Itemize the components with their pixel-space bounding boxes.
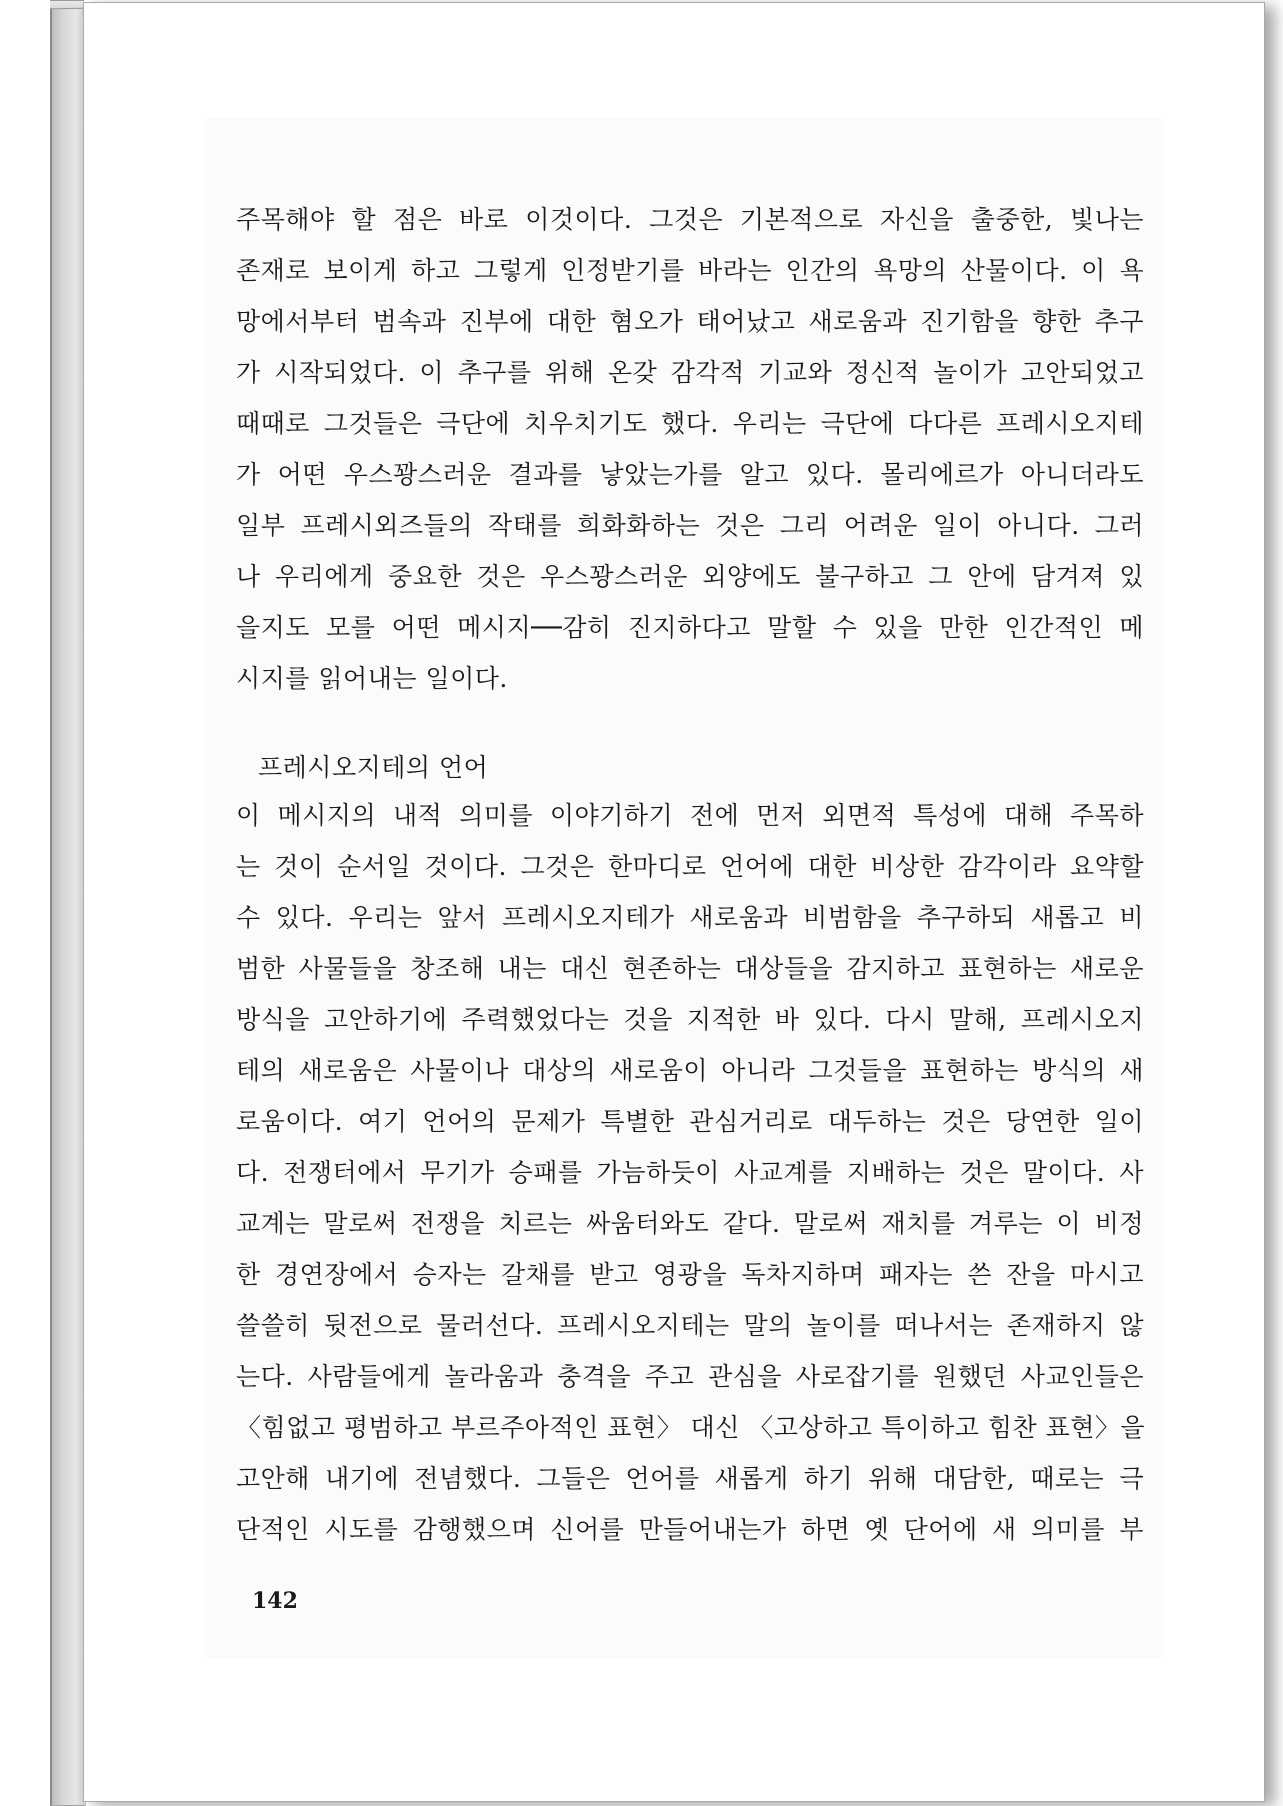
text-line: 때때로 그것들은 극단에 치우치기도 했다. 우리는 극단에 다다른 프레시오지테 bbox=[236, 409, 1144, 438]
text-line: 범한 사물들을 창조해 내는 대신 현존하는 대상들을 감지하고 표현하는 새로운 bbox=[236, 954, 1144, 983]
text-line: 나 우리에게 중요한 것은 우스꽝스러운 외양에도 불구하고 그 안에 담겨져 있 bbox=[236, 562, 1144, 591]
text-line: 교계는 말로써 전쟁을 치르는 싸움터와도 같다. 말로써 재치를 겨루는 이 비정 bbox=[236, 1209, 1144, 1238]
text-line: 가 시작되었다. 이 추구를 위해 온갖 감각적 기교와 정신적 놀이가 고안되었고 bbox=[236, 358, 1144, 387]
text-line: 쓸쓸히 뒷전으로 물러선다. 프레시오지테는 말의 놀이를 떠나서는 존재하지 않 bbox=[236, 1311, 1144, 1340]
text-line: 는 것이 순서일 것이다. 그것은 한마디로 언어에 대한 비상한 감각이라 요약할 bbox=[236, 852, 1144, 881]
text-line: 고안해 내기에 전념했다. 그들은 언어를 새롭게 하기 위해 대담한, 때로는 극 bbox=[236, 1464, 1144, 1493]
text-line: 다. 전쟁터에서 무기가 승패를 가늠하듯이 사교계를 지배하는 것은 말이다. 사 bbox=[236, 1158, 1144, 1187]
text-line: 로움이다. 여기 언어의 문제가 특별한 관심거리로 대두하는 것은 당연한 일이 bbox=[236, 1107, 1144, 1136]
text-line: 을지도 모를 어떤 메시지──감히 진지하다고 말할 수 있을 만한 인간적인 메 bbox=[236, 613, 1144, 642]
text-line: 주목해야 할 점은 바로 이것이다. 그것은 기본적으로 자신을 출중한, 빛나는 bbox=[236, 205, 1144, 234]
text-line: 〈힘없고 평범하고 부르주아적인 표현〉 대신 〈고상하고 특이하고 힘찬 표현〉을 bbox=[236, 1413, 1146, 1442]
text-line: 일부 프레시외즈들의 작태를 희화화하는 것은 그리 어려운 일이 아니다. 그러 bbox=[236, 511, 1144, 540]
text-line: 존재로 보이게 하고 그렇게 인정받기를 바라는 인간의 욕망의 산물이다. 이 욕 bbox=[236, 256, 1144, 285]
text-line: 테의 새로움은 사물이나 대상의 새로움이 아니라 그것들을 표현하는 방식의 새 bbox=[236, 1056, 1144, 1085]
text-line: 가 어떤 우스꽝스러운 결과를 낳았는가를 알고 있다. 몰리에르가 아니더라도 bbox=[236, 460, 1144, 489]
text-line: 시지를 읽어내는 일이다. bbox=[236, 664, 508, 693]
text-line: 는다. 사람들에게 놀라움과 충격을 주고 관심을 사로잡기를 원했던 사교인들은 bbox=[236, 1362, 1144, 1391]
text-line: 단적인 시도를 감행했으며 신어를 만들어내는가 하면 옛 단어에 새 의미를 부 bbox=[236, 1515, 1144, 1544]
page-number: 142 bbox=[252, 1588, 298, 1614]
text-line: 수 있다. 우리는 앞서 프레시오지테가 새로움과 비범함을 추구하되 새롭고 비 bbox=[236, 903, 1144, 932]
text-line: 한 경연장에서 승자는 갈채를 받고 영광을 독차지하며 패자는 쓴 잔을 마시고 bbox=[236, 1260, 1144, 1289]
text-line: 방식을 고안하기에 주력했었다는 것을 지적한 바 있다. 다시 말해, 프레시오지 bbox=[236, 1005, 1144, 1034]
text-line: 망에서부터 범속과 진부에 대한 혐오가 태어났고 새로움과 진기함을 향한 추구 bbox=[236, 307, 1144, 336]
book-spine bbox=[50, 8, 86, 1806]
text-line: 이 메시지의 내적 의미를 이야기하기 전에 먼저 외면적 특성에 대해 주목하 bbox=[236, 801, 1144, 830]
section-heading: 프레시오지테의 언어 bbox=[258, 753, 489, 782]
